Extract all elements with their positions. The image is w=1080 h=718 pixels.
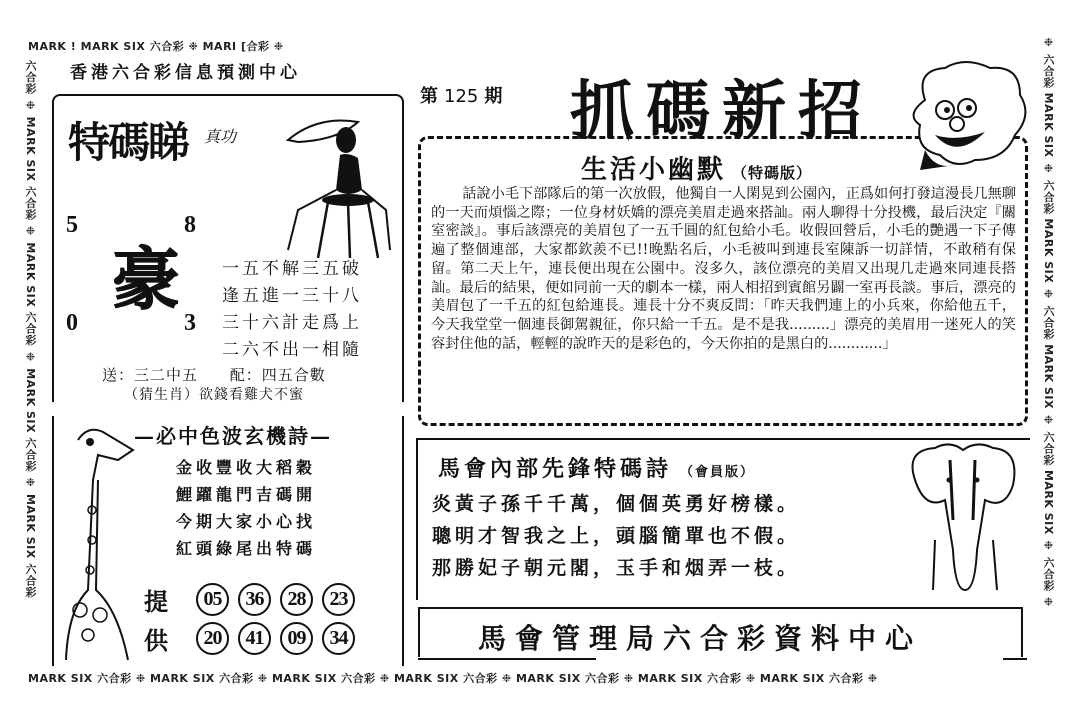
send-label: 送：三二中五: [102, 366, 199, 384]
humor-edition: （特碼版）: [732, 164, 813, 182]
issue-number: [420, 82, 502, 108]
humor-story-text: 話說小毛下部隊后的第一次放假，他獨自一人閑晃到公園內，正爲如何打發這漫長几無聊的一天而煩惱之際；一位身材妖嬌的漂亮美眉走過來搭訕。兩人聊得十分投機，最后決定『關室密談』。事后該漂亮的美眉包了一五千圓的紅包給小毛。收假回營后，小毛的艷遇一下子傳遍了整個連部，大家都欽羨不已!!晚點名后，小毛被叫到連長室陳訴一切詳情，不敢稍有保留。第二天上午，連長便出現在公園中。沒多久，該位漂亮的美眉又出現几走過來同連長搭訕。最后的結果，便如同前一天的劇本一樣，兩人相招到賓館另闢一室再長談。事后，漂亮的美眉包了一千五的紅包給連長。連長十分不爽反問：「昨天我們連上的小兵來，你給他五千，今天我堂堂一個連長御駕親征，你只給一千五。是不是我.........」漂亮的美眉用一迷死人的笑容封住他的話，輕輕的說昨天的是彩色的，今天你拍的是黑白的............」: [431, 186, 1016, 352]
verse-line: 一五不解三五破: [222, 259, 362, 279]
divider: [1003, 658, 1027, 660]
horse-club-title-text: 馬會內部先鋒特碼詩: [438, 456, 673, 482]
number-ball: 41: [238, 622, 271, 655]
pick-label: 提: [144, 587, 168, 616]
horse-club-edition: （會員版）: [680, 465, 756, 480]
horse-poem-line: 炎黃子孫千千萬，個個英勇好榜樣。: [432, 493, 801, 515]
issue-value: 125: [444, 86, 479, 107]
pick-row-1: [144, 582, 364, 617]
giraffe-illustration-icon: [58, 420, 138, 665]
poem-line: 金收豐收大稻穀: [176, 458, 317, 477]
verse-line: 逢五進一三十八: [222, 286, 362, 306]
send-match-line: [102, 364, 352, 385]
number-bottom-right: 3: [184, 310, 196, 336]
border-left-marquee: 六合彩 ❉ MARK SIX 六合彩 ❉ MARK SIX 六合彩 ❉ MARK SIX 六合彩 ❉ MARK SIX 六合彩: [24, 60, 37, 598]
humor-title-text: 生活小幽默: [581, 155, 727, 185]
border-bottom-marquee: MARK SIX 六合彩 ❉ MARK SIX 六合彩 ❉ MARK SIX 六合彩 ❉ MARK SIX 六合彩 ❉ MARK SIX 六合彩 ❉ MARK SIX 六合彩 ❉ MARK SIX 六合彩 ❉: [28, 672, 878, 685]
poem-line: 紅頭綠尾出特碼: [176, 539, 317, 558]
match-label: 配：四五合數: [229, 366, 326, 384]
poem-title: —必中色波玄機詩—: [134, 424, 332, 448]
elephant-illustration-icon: [905, 440, 1020, 595]
humor-story: [431, 185, 1016, 353]
horse-club-poem: [432, 488, 800, 584]
woman-illustration-icon: [278, 110, 398, 260]
humor-title: [581, 149, 812, 186]
number-top-right: 8: [184, 212, 196, 238]
number-ball: 34: [322, 622, 355, 655]
tema-subtitle: 真功: [204, 127, 237, 146]
number-ball: 05: [196, 583, 229, 616]
horse-club-title: [438, 452, 755, 483]
tema-title: 特碼睇: [68, 118, 189, 167]
horse-poem-line: 聰明才智我之上，頭腦簡單也不假。: [432, 525, 801, 547]
number-top-left: 5: [66, 212, 78, 238]
number-ball: 36: [238, 583, 271, 616]
border-top-marquee: MARK ! MARK SIX 六合彩 ❉ MARI [合彩 ❉: [28, 40, 284, 53]
bureau-name: 馬會管理局六合彩資料中心: [478, 622, 923, 655]
issue-suffix: 期: [484, 86, 503, 107]
number-ball: 09: [280, 622, 313, 655]
poem-lines: [176, 454, 316, 562]
verse-line: 三十六計走爲上: [222, 313, 362, 333]
poem-line: 鯉躍龍門吉碼開: [176, 485, 317, 504]
zodiac-character: 豪: [112, 240, 181, 320]
horse-poem-line: 那勝妃子朝元閣，玉手和烟弄一枝。: [432, 557, 801, 579]
center-name: 香港六合彩信息預測中心: [70, 63, 301, 83]
pick-row-2: [144, 621, 364, 656]
humor-box: [418, 136, 1028, 426]
number-ball: 23: [322, 583, 355, 616]
issue-prefix: 第: [420, 86, 438, 107]
number-ball: 20: [196, 622, 229, 655]
bureau-banner: [418, 607, 1023, 657]
clown-illustration-icon: [895, 60, 1035, 170]
divider: [418, 658, 596, 660]
number-bottom-left: 0: [66, 310, 78, 336]
pick-label: 供: [144, 626, 168, 655]
poem-line: 今期大家小心找: [176, 512, 317, 531]
border-right-marquee: ❉ 六合彩 MARK SIX ❉ 六合彩 MARK SIX ❉ 六合彩 MARK SIX ❉ 六合彩 MARK SIX ❉ 六合彩 ❉: [1042, 36, 1055, 610]
number-ball: 28: [280, 583, 313, 616]
verse-line: 二六不出一相隨: [222, 340, 362, 360]
main-title: 抓碼新招: [570, 74, 874, 149]
tema-verse: [222, 256, 362, 364]
zodiac-hint: （猜生肖）欲錢看雞犬不蜜: [124, 387, 304, 403]
